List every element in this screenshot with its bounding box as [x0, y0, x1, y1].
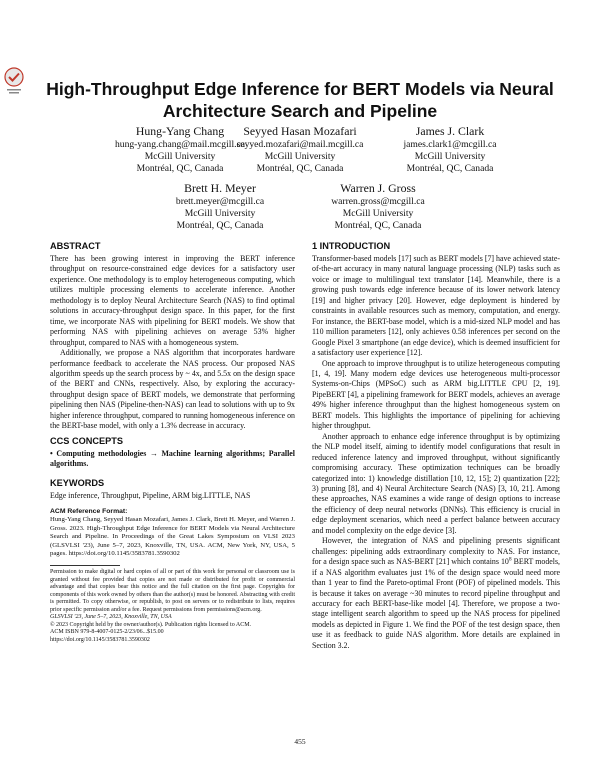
author-name: Brett H. Meyer	[184, 181, 256, 195]
keywords: Edge inference, Throughput, Pipeline, ARM big.LITTLE, NAS	[50, 490, 251, 500]
author-name: Seyyed Hasan Mozafari	[243, 124, 357, 138]
intro-paragraph: One approach to improve throughput is to utilize heterogeneous computing [1, 4, 19]. Many modern edge devices use heterogeneous multi-processor Systems-on-Chips (MPSoC) such as ARM big.LITTLE CPU [2, 19]. PipeBERT [4], a pipelining framework for BERT models, achieves an average 49% higher inference throughput than the highest homogeneous system on BERT models. This highlights the importance of pipelining for achieving higher throughput.	[312, 358, 560, 431]
abstract-paragraph: There has been growing interest in improving the BERT inference throughput on resource-constrained edge devices for a satisfactory user experience. One methodology is to employ heterogeneous computing, which utilizes multiple processing elements to accelerate inference. Another methodology is to deploy Neural Architecture Search (NAS) to find optimal solutions in accuracy-throughput design space. In this paper, for the first time, we incorporate NAS with pipelining for BERT models. We show that performing NAS with pipelining achieves on average 53% higher throughput, compared to NAS with a homogeneous system.	[50, 254, 295, 347]
author-block	[350, 124, 550, 175]
author-email: hung-yang.chang@mail.mcgill.ca	[114, 139, 246, 150]
footnote-divider	[50, 565, 120, 566]
author-email: james.clark1@mcgill.ca	[403, 139, 497, 150]
author-location: Montréal, QC, Canada	[136, 163, 224, 174]
isbn-line: ACM ISBN 979-8-4007-0125-2/23/06...$15.00	[50, 629, 164, 636]
author-affiliation: McGill University	[342, 208, 414, 219]
author-email: brett.meyer@mcgill.ca	[175, 196, 265, 207]
author-email: seyyed.mozafari@mail.mcgill.ca	[236, 139, 364, 150]
right-column	[312, 240, 560, 651]
intro-paragraph: Transformer-based models [17] such as BERT models [7] have achieved state-of-the-art accuracy in many natural language processing (NLP) tasks such as voice or image to multilingual text translator [14]. Meanwhile, there is a growing push towards edge inference because of its lower network latency [19] and higher privacy [20]. However, edge deployment is hindered by constraints in available resources such as memory, computation, and energy. For instance, the BERT-base model, which is a mid-sized NLP model and has 110 million parameters [12], only achieves 0.58 inferences per second on the Google Pixel 3 smartphone (an edge device), which is deemed insufficient for a satisfactory user experience [12].	[312, 254, 560, 358]
author-affiliation: McGill University	[184, 208, 256, 219]
copyright-line: © 2023 Copyright held by the owner/author(s). Publication rights licensed to ACM.	[50, 621, 252, 628]
author-location: Montréal, QC, Canada	[176, 220, 264, 231]
intro-paragraph: Another approach to enhance edge inference throughput is by optimizing the NLP model itself, aiming to identify model configurations that result in reduced inference latency and improved throughput, without significantly compromising accuracy. These optimization techniques can be broadly categorized into: 1) knowledge distillation [10, 12, 15]; 2) quantization [22]; 3) pruning [8], and 4) Neural Architecture Search (NAS) [3, 10, 21]. Among these approaches, NAS examines a wide range of design options to increase the efficiency of deep neural networks (DNNs). This efficiency is crucial in edge deployment scenarios, which need a perfect balance between accuracy and model complexity on the edge device [3].	[312, 431, 560, 535]
venue-line: GLSVLSI '23, June 5–7, 2023, Knoxville, TN, USA	[50, 614, 172, 621]
ccs-concepts: • Computing methodologies → Machine learning algorithms; Parallel algorithms.	[50, 448, 295, 469]
ccs-heading: CCS CONCEPTS	[50, 435, 123, 446]
author-name: James J. Clark	[415, 124, 485, 138]
permission-notice: Permission to make digital or hard copies of all or part of this work for personal or classroom use is granted without fee provided that copies are not made or distributed for profit or commercial advantage and that copies bear this notice and the full citation on the first page. Copyrights for components of this work owned by others than the author(s) must be honored. Abstracting with credit is permitted. To copy otherwise, or republish, to post on servers or to redistribute to lists, requires prior specific permission and/or a fee. Request permissions from permissions@acm.org.	[50, 569, 295, 613]
reference-format-text: Hung-Yang Chang, Seyyed Hasan Mozafari, James J. Clark, Brett H. Meyer, and Warren J. Gross. 2023. High-Throughput Edge Inference for BERT Models via Neural Architecture Search and Pipeline. In Proceedings of the Great Lakes Symposium on VLSI 2023 (GLSVLSI '23), June 5–7, 2023, Knoxville, TN, USA. ACM, New York, NY, USA, 5 pages. https://doi.org/10.1145/3583781.3590302	[50, 516, 295, 558]
abstract-paragraph: Additionally, we propose a NAS algorithm that incorporates hardware performance feedback to accelerate the NAS process. Our proposed NAS algorithm speeds up the search process by ~ 4x, and 5.5x on the design space of the BERT and CNNs, respectively. Also, by exploring the accuracy-throughput design space of BERT models, we demonstrate that performing pipelining then NAS (Pipeline-then-NAS) can lead to solutions with up to 9x higher inference throughput, compared to running homogeneous inference on the BERT-base model, with only a 1.3% decrease in accuracy.	[50, 348, 295, 431]
author-block	[278, 181, 478, 232]
author-location: Montréal, QC, Canada	[334, 220, 422, 231]
keywords-heading: KEYWORDS	[50, 477, 105, 488]
abstract-heading: ABSTRACT	[50, 241, 101, 251]
doi-link[interactable]: https://doi.org/10.1145/3583781.3590302	[50, 636, 150, 643]
author-affiliation: McGill University	[264, 151, 336, 162]
author-name: Hung-Yang Chang	[135, 124, 225, 138]
reference-format-heading: ACM Reference Format:	[50, 508, 128, 516]
author-location: Montréal, QC, Canada	[406, 163, 494, 174]
author-name: Warren J. Gross	[340, 181, 416, 195]
author-email: warren.gross@mcgill.ca	[331, 196, 425, 207]
intro-paragraph: However, the integration of NAS and pipelining presents significant challenges: pipelining adds extraordinary complexity to NAS. For instance, for a design space such as NAS-BERT [21] which contains $10^8$ BERT models, if a NAS algorithm evaluates just 1% of the design space would need more than 1 year to find the Pareto-optimal Front (POF) of pipelined models. This is because it takes on average ~30 minutes to record pipeline throughput and accuracy for each BERT-base-like model [4]. Therefore, we propose a two-stage intelligent search algorithm to speed up the NAS process for pipelined models as depicted in Figure 1. We find the POF of the test design space, then use it as feedback to guide NAS algorithm. More details are explained in Section 3.2.	[312, 536, 561, 650]
left-column	[50, 240, 295, 645]
check-for-updates-badge[interactable]	[2, 66, 26, 96]
author-affiliation: McGill University	[144, 151, 216, 162]
paper-title: High-Throughput Edge Inference for BERT Models via Neural Architecture Search and Pipeline	[46, 79, 554, 121]
author-location: Montréal, QC, Canada	[256, 163, 344, 174]
page-number: 455	[294, 737, 306, 746]
author-affiliation: McGill University	[414, 151, 486, 162]
introduction-heading: 1 INTRODUCTION	[312, 241, 391, 251]
